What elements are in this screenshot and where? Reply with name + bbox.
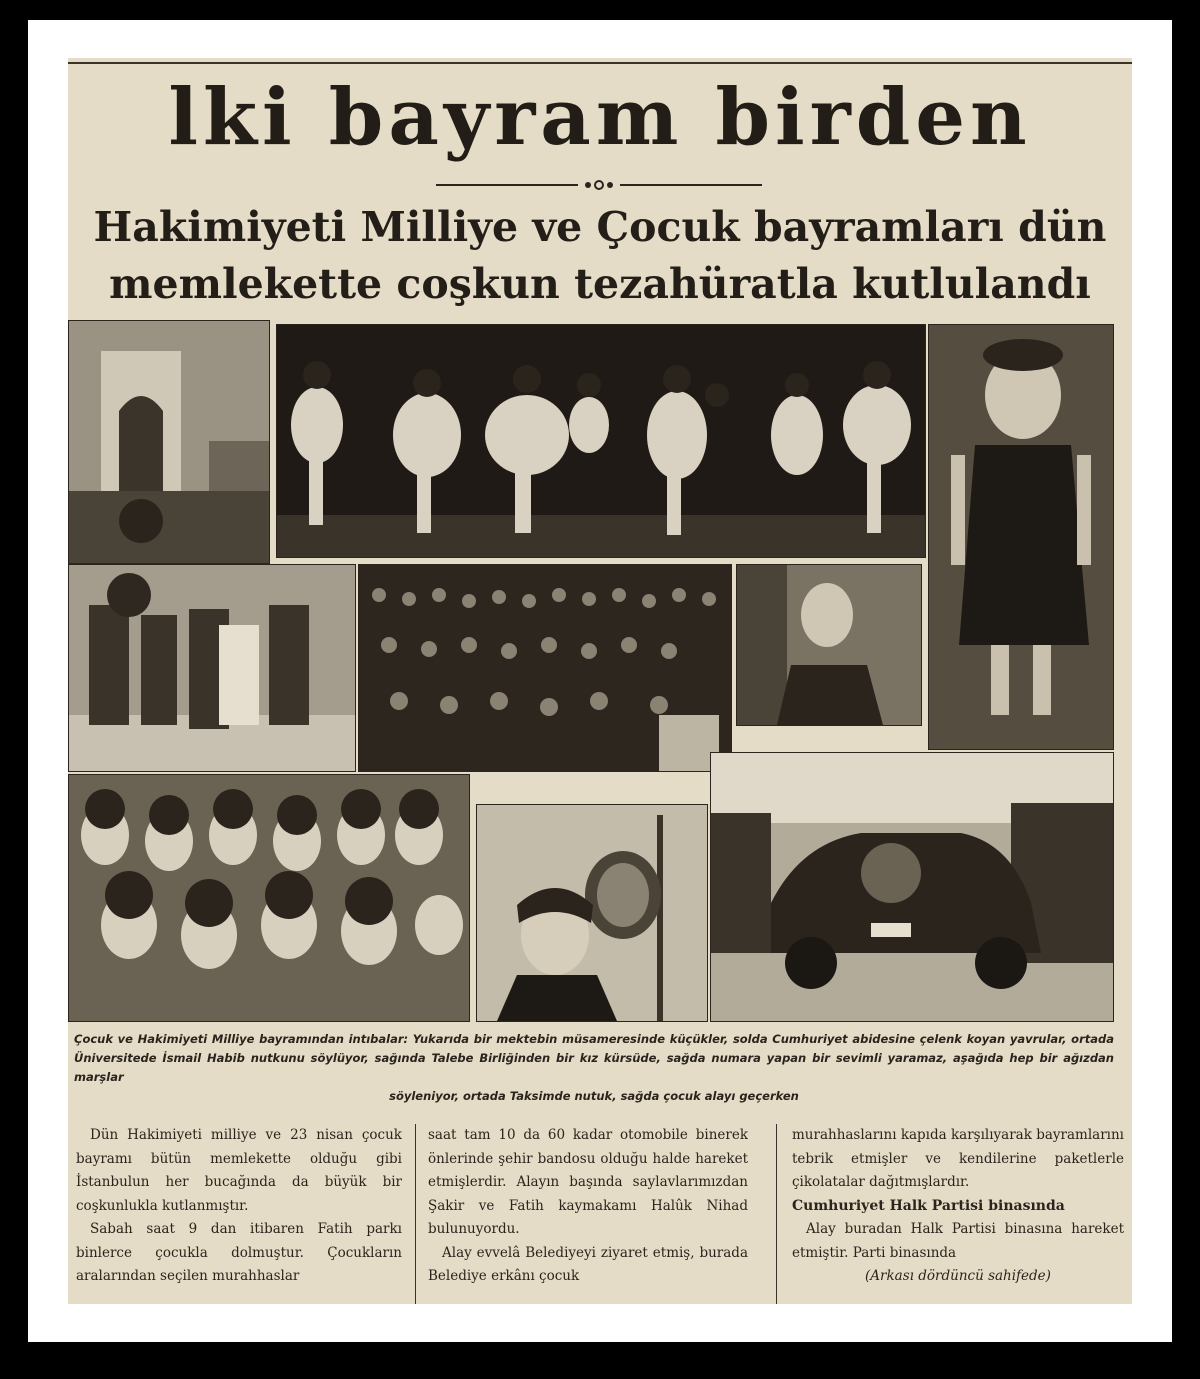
column-2-paragraph-1: saat tam 10 da 60 kadar otomobile binerek önlerinde şehir bandosu olduğu halde hareket etmişlerdir. Alayın başında saylavlarımızdan Şakir ve Fatih kaymakamı Halûk Nihad bulunuyordu.	[428, 1127, 748, 1237]
newspaper-clipping	[68, 58, 1132, 1304]
section-heading: Cumhuriyet Halk Partisi binasında	[792, 1197, 1065, 1214]
headline: lki bayram birden	[168, 72, 1032, 163]
column-2-paragraph-2: Alay evvelâ Belediyeyi ziyaret etmiş, burada Belediye erkânı çocuk	[428, 1244, 748, 1284]
children-parade-car-photo	[710, 752, 1114, 1022]
photo-caption	[74, 1030, 1114, 1106]
singing-children-photo	[68, 774, 470, 1022]
top-rule	[68, 62, 1132, 64]
article-column-2	[428, 1124, 748, 1304]
university-hall-crowd-photo	[358, 564, 732, 772]
girl-performing-photo	[928, 324, 1114, 750]
dancing-children-photo	[276, 324, 926, 558]
children-with-wreath-photo	[68, 564, 356, 772]
ornamental-divider	[436, 180, 762, 190]
continued-note: (Arkası dördüncü sahifede)	[865, 1268, 1051, 1284]
caption-text: Çocuk ve Hakimiyeti Milliye bayramından intıbalar: Yukarıda bir mektebin müsameresinde küçükler, solda Cumhuriyet abidesine çelenk koyan yavrular, ortada Üniversitede İsmail Habib nutkunu söylüyor, sağında Talebe Birliğinden bir kız kürsüde, sağda numara yapan bir sevimli yaramaz, aşağıda hep bir ağızdan marşlar	[74, 1032, 1114, 1084]
caption-last-line: söyleniyor, ortada Taksimde nutuk, sağda çocuk alayı geçerken	[389, 1089, 799, 1103]
article-column-3	[792, 1124, 1124, 1304]
column-1-paragraph-1: Dün Hakimiyeti milliye ve 23 nisan çocuk bayramı bütün memlekette olduğu gibi İstanbulun her bucağında da büyük bir coşkunlukla kutlanmıştır.	[76, 1127, 402, 1214]
subheadline-line-2: memlekette coşkun tezahüratla kutlulandı	[109, 260, 1091, 308]
column-rule-1	[415, 1124, 416, 1304]
monument-photo	[68, 320, 270, 564]
article-column-1	[76, 1124, 402, 1304]
subheadline-line-1: Hakimiyeti Milliye ve Çocuk bayramları dün	[93, 203, 1107, 251]
white-frame	[28, 20, 1172, 1342]
ismail-habib-speaking-photo	[736, 564, 922, 726]
column-3-paragraph-1: murahhaslarını kapıda karşılıyarak bayramlarını tebrik etmişler ve kendilerine paketlerle çikolatalar dağıtmışlardır.	[792, 1127, 1124, 1190]
column-1-paragraph-2: Sabah saat 9 dan itibaren Fatih parkı binlerce çocukla dolmuştur. Çocukların aralarından seçilen murahhaslar	[76, 1221, 402, 1284]
column-rule-2	[776, 1124, 777, 1304]
column-3-paragraph-2: Alay buradan Halk Partisi binasına hareket etmiştir. Parti binasında	[792, 1221, 1124, 1261]
girl-at-microphone-photo	[476, 804, 708, 1022]
